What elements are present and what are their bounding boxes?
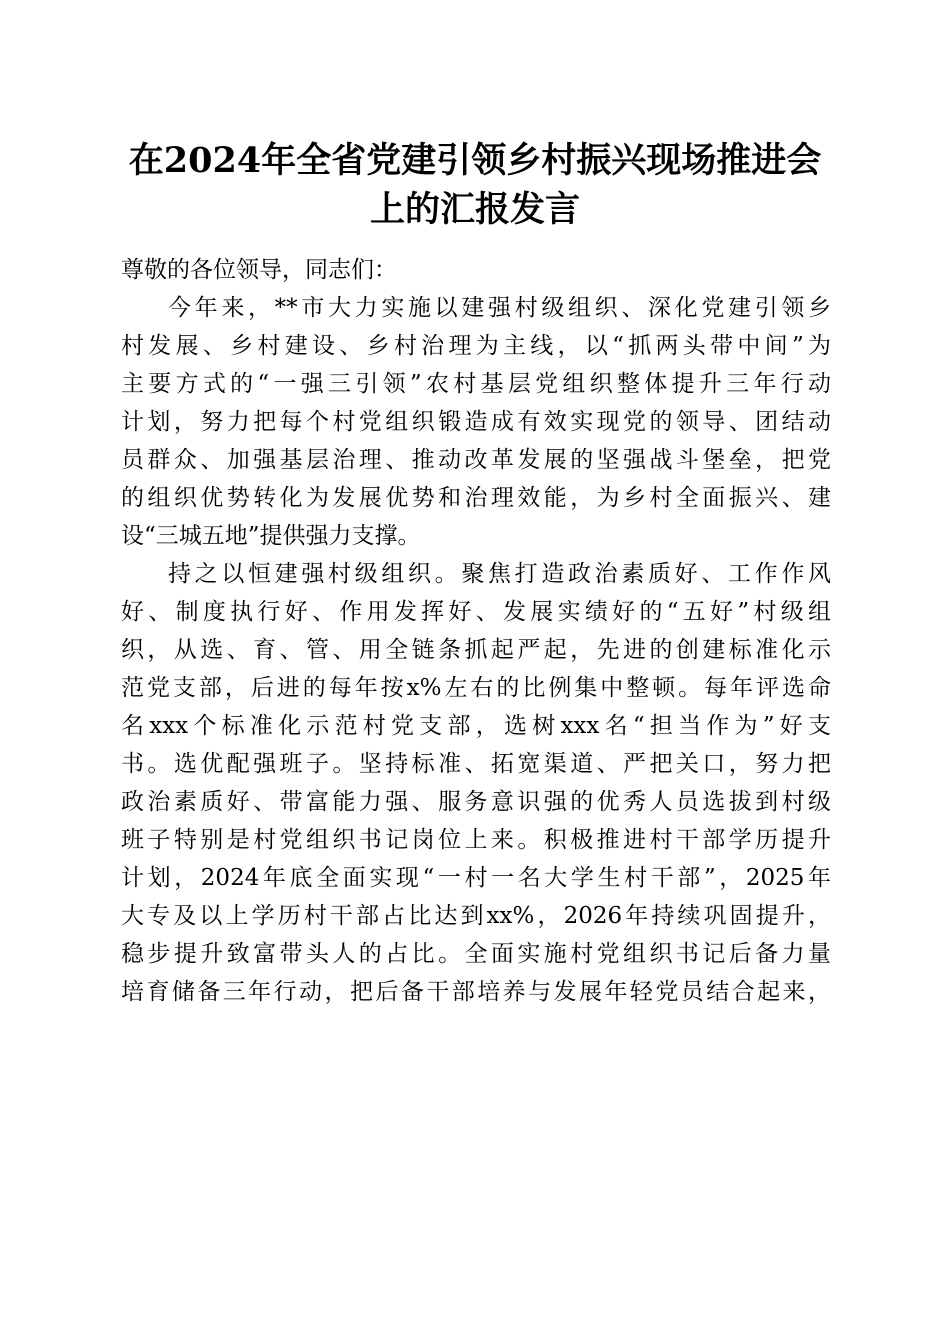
paragraph-line: 今年来，**市大力实施以建强村级组织、深化党建引领乡 bbox=[168, 295, 831, 321]
paragraph-line: 培育储备三年行动，把后备干部培养与发展年轻党员结合起来， bbox=[121, 979, 831, 1005]
paragraph-line: 主要方式的“一强三引领”农村基层党组织整体提升三年行动 bbox=[121, 371, 831, 397]
document-body bbox=[121, 251, 831, 1011]
paragraph-line: 织，从选、育、管、用全链条抓起严起，先进的创建标准化示 bbox=[121, 637, 831, 663]
title-line-2: 上的汇报发言 bbox=[369, 189, 580, 230]
paragraph-line: 持之以恒建强村级组织。聚焦打造政治素质好、工作作风 bbox=[168, 561, 831, 587]
paragraph-line: 村发展、乡村建设、乡村治理为主线，以“抓两头带中间”为 bbox=[121, 333, 831, 359]
paragraph-line: 稳步提升致富带头人的占比。全面实施村党组织书记后备力量 bbox=[121, 941, 831, 967]
document-title bbox=[100, 136, 850, 234]
paragraph-line: 设“三城五地”提供强力支撑。 bbox=[121, 523, 421, 549]
paragraph-line: 的组织优势转化为发展优势和治理效能，为乡村全面振兴、建 bbox=[121, 485, 831, 511]
title-line-1: 在2024年全省党建引领乡村振兴现场推进会 bbox=[128, 140, 822, 181]
paragraph-2 bbox=[121, 555, 831, 1011]
paragraph-line: 员群众、加强基层治理、推动改革发展的坚强战斗堡垒，把党 bbox=[121, 447, 831, 473]
greeting: 尊敬的各位领导，同志们： bbox=[121, 257, 397, 283]
paragraph-line: 班子特别是村党组织书记岗位上来。积极推进村干部学历提升 bbox=[121, 827, 831, 853]
paragraph-line: 政治素质好、带富能力强、服务意识强的优秀人员选拔到村级 bbox=[121, 789, 831, 815]
paragraph-line: 计划，努力把每个村党组织锻造成有效实现党的领导、团结动 bbox=[121, 409, 831, 435]
paragraph-line: 计划，2024年底全面实现“一村一名大学生村干部”，2025年 bbox=[121, 865, 831, 891]
paragraph-1 bbox=[121, 289, 831, 555]
paragraph-line: 好、制度执行好、作用发挥好、发展实绩好的“五好”村级组 bbox=[121, 599, 831, 625]
paragraph-line: 名xxx个标准化示范村党支部，选树xxx名“担当作为”好支 bbox=[121, 713, 831, 739]
paragraph-line: 大专及以上学历村干部占比达到xx%，2026年持续巩固提升， bbox=[121, 903, 831, 929]
paragraph-line: 范党支部，后进的每年按x%左右的比例集中整顿。每年评选命 bbox=[121, 675, 831, 701]
paragraph-line: 书。选优配强班子。坚持标准、拓宽渠道、严把关口，努力把 bbox=[121, 751, 831, 777]
